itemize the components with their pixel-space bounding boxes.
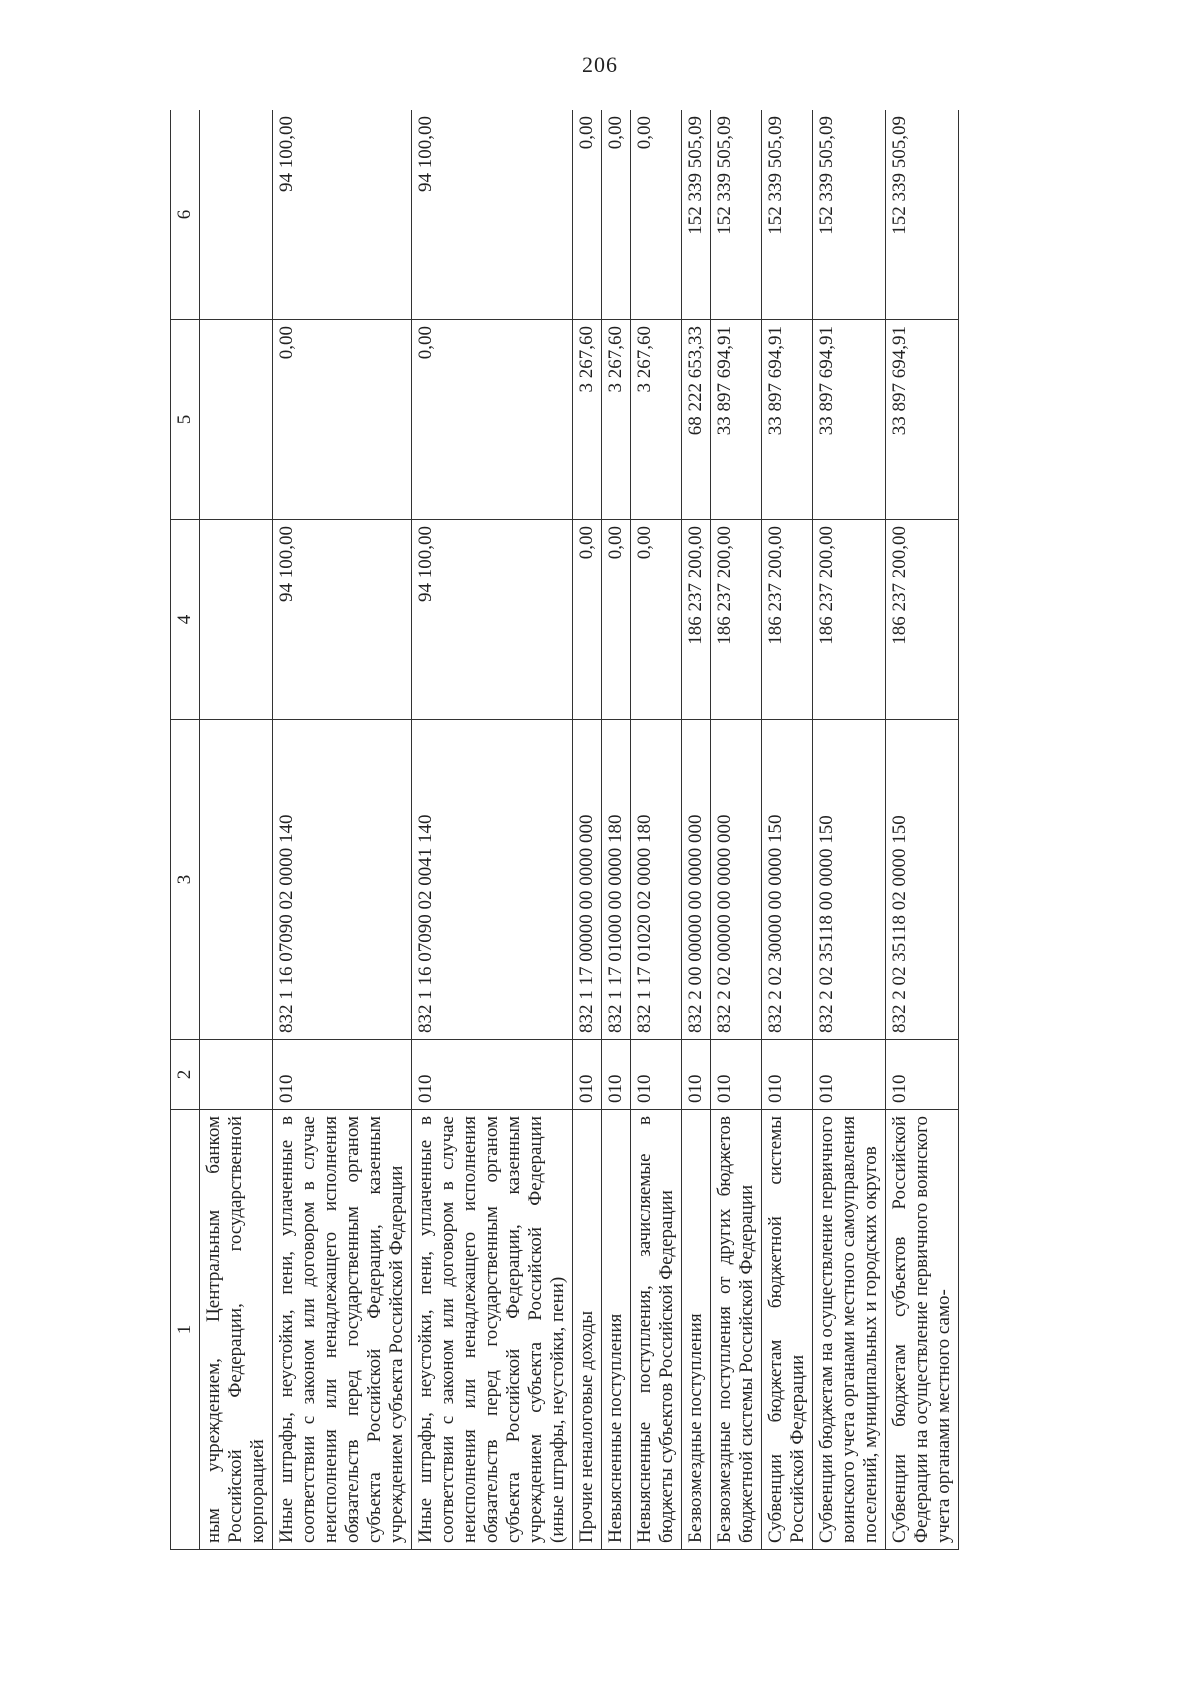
table-cell-name: ным учреждением, Центральным банком Российской Федерации, государственной корпорацией (200, 1110, 273, 1550)
table-cell-line: 010 (602, 1040, 631, 1110)
table-cell-code: 832 2 02 30000 00 0000 150 (762, 720, 813, 1040)
table-row (886, 110, 959, 1550)
table-cell-line: 010 (813, 1040, 886, 1110)
table-cell-name: Субвенции бюджетам на осуществление первичного воинского учета органами местного самоуправления поселений, муниципальных и городских округов (813, 1110, 886, 1550)
table-cell-line: 010 (631, 1040, 682, 1110)
rotated-table-frame (170, 110, 1070, 1550)
table-cell-plan: 0,00 (573, 520, 602, 720)
revenue-table (170, 110, 959, 1550)
table-cell-name: Иные штрафы, неустойки, пени, уплаченные в соответствии с законом или договором в случае неисполнения или ненадлежащего исполнения обязательств перед государственным органом субъекта Российской Федерации, казенным учреждением субъекта Российской Федерации (273, 1110, 412, 1550)
table-cell-name: Безвозмездные поступления от других бюджетов бюджетной системы Российской Федерации (711, 1110, 762, 1550)
table-cell-line: 010 (273, 1040, 412, 1110)
table-row (273, 110, 412, 1550)
table-cell-rest (200, 110, 273, 320)
table-row (412, 110, 573, 1550)
table-cell-code: 832 1 17 01000 00 0000 180 (602, 720, 631, 1040)
table-cell-plan: 94 100,00 (412, 520, 573, 720)
header-cell: 3 (171, 720, 200, 1040)
table-row (813, 110, 886, 1550)
table-cell-name: Прочие неналоговые доходы (573, 1110, 602, 1550)
table-cell-code (200, 720, 273, 1040)
table-cell-plan: 186 237 200,00 (813, 520, 886, 720)
table-row (682, 110, 711, 1550)
table-cell-name: Невыясненные поступления, зачисляемые в бюджеты субъектов Российской Федерации (631, 1110, 682, 1550)
table-row (711, 110, 762, 1550)
table-cell-fact: 0,00 (273, 320, 412, 520)
table-cell-line: 010 (711, 1040, 762, 1110)
table-cell-code: 832 1 16 07090 02 0000 140 (273, 720, 412, 1040)
column-number-header (171, 110, 200, 1550)
table-cell-plan: 186 237 200,00 (682, 520, 711, 720)
table-row (602, 110, 631, 1550)
rotated-table-area (170, 110, 1070, 1550)
table-cell-rest: 94 100,00 (273, 110, 412, 320)
table-cell-rest: 152 339 505,09 (682, 110, 711, 320)
table-cell-code: 832 1 16 07090 02 0041 140 (412, 720, 573, 1040)
table-cell-code: 832 2 00 00000 00 0000 000 (682, 720, 711, 1040)
table-cell-line: 010 (682, 1040, 711, 1110)
table-cell-name: Субвенции бюджетам субъектов Российской Федерации на осуществление первичного воинского учета органами местного само- (886, 1110, 959, 1550)
header-cell: 4 (171, 520, 200, 720)
table-cell-name: Иные штрафы, неустойки, пени, уплаченные в соответствии с законом или договором в случае неисполнения или ненадлежащего исполнения обязательств перед государственным органом субъекта Российской Федерации, казенным учреждением субъекта Российской Федерации (иные штрафы, неустойки, пени) (412, 1110, 573, 1550)
table-cell-rest: 152 339 505,09 (711, 110, 762, 320)
revenue-table-body (171, 110, 959, 1550)
table-cell-plan: 0,00 (602, 520, 631, 720)
table-row (573, 110, 602, 1550)
table-cell-rest: 94 100,00 (412, 110, 573, 320)
table-cell-plan: 0,00 (631, 520, 682, 720)
table-cell-code: 832 1 17 00000 00 0000 000 (573, 720, 602, 1040)
table-cell-fact: 33 897 694,91 (711, 320, 762, 520)
table-cell-rest: 152 339 505,09 (886, 110, 959, 320)
table-cell-plan: 186 237 200,00 (711, 520, 762, 720)
table-cell-fact: 33 897 694,91 (762, 320, 813, 520)
table-cell-rest: 0,00 (573, 110, 602, 320)
table-cell-fact: 3 267,60 (602, 320, 631, 520)
table-cell-code: 832 2 02 00000 00 0000 000 (711, 720, 762, 1040)
table-row (200, 110, 273, 1550)
table-cell-line (200, 1040, 273, 1110)
table-cell-line: 010 (573, 1040, 602, 1110)
table-cell-plan: 186 237 200,00 (762, 520, 813, 720)
table-cell-fact: 33 897 694,91 (813, 320, 886, 520)
table-cell-plan: 186 237 200,00 (886, 520, 959, 720)
table-cell-plan: 94 100,00 (273, 520, 412, 720)
table-cell-line: 010 (412, 1040, 573, 1110)
table-cell-line: 010 (762, 1040, 813, 1110)
header-cell: 1 (171, 1110, 200, 1550)
table-cell-name: Субвенции бюджетам бюджетной системы Российской Федерации (762, 1110, 813, 1550)
table-cell-name: Невыясненные поступления (602, 1110, 631, 1550)
table-cell-code: 832 2 02 35118 00 0000 150 (813, 720, 886, 1040)
header-cell: 5 (171, 320, 200, 520)
table-cell-fact: 33 897 694,91 (886, 320, 959, 520)
table-cell-rest: 152 339 505,09 (762, 110, 813, 320)
table-cell-rest: 0,00 (602, 110, 631, 320)
table-cell-fact: 3 267,60 (631, 320, 682, 520)
table-cell-fact: 0,00 (412, 320, 573, 520)
header-cell: 6 (171, 110, 200, 320)
table-cell-plan (200, 520, 273, 720)
table-cell-line: 010 (886, 1040, 959, 1110)
table-row (762, 110, 813, 1550)
table-cell-rest: 152 339 505,09 (813, 110, 886, 320)
table-cell-code: 832 1 17 01020 02 0000 180 (631, 720, 682, 1040)
table-cell-fact: 3 267,60 (573, 320, 602, 520)
table-cell-fact: 68 222 653,33 (682, 320, 711, 520)
table-cell-rest: 0,00 (631, 110, 682, 320)
table-row (631, 110, 682, 1550)
table-cell-name: Безвозмездные поступления (682, 1110, 711, 1550)
table-cell-code: 832 2 02 35118 02 0000 150 (886, 720, 959, 1040)
header-cell: 2 (171, 1040, 200, 1110)
page-number: 206 (582, 52, 618, 77)
table-cell-fact (200, 320, 273, 520)
